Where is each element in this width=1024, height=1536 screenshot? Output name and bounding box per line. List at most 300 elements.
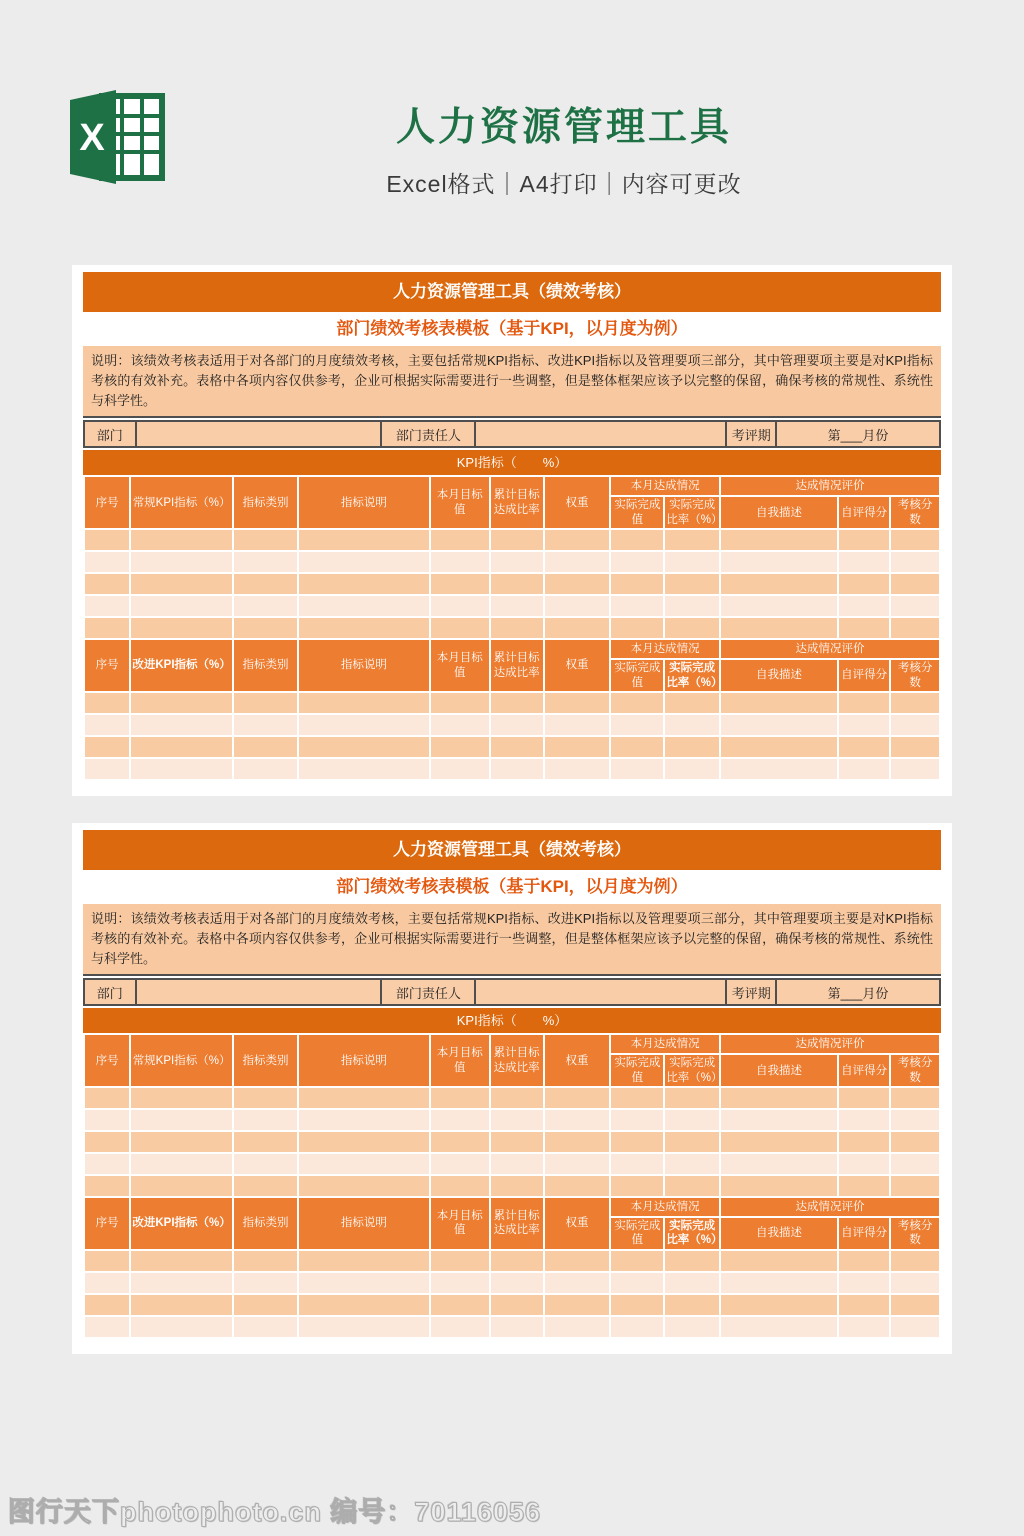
empty-cell <box>430 573 490 595</box>
manager-value-cell <box>474 980 725 1004</box>
col-desc: 指标说明 <box>298 639 430 692</box>
empty-cell <box>664 529 720 551</box>
table-row <box>84 692 940 714</box>
empty-cell <box>890 1087 940 1109</box>
col-actual-value: 实际完成值 <box>610 1054 664 1087</box>
table-row <box>84 736 940 758</box>
table-row <box>84 1272 940 1294</box>
empty-cell <box>610 595 664 617</box>
empty-cell <box>430 736 490 758</box>
empty-cell <box>720 573 838 595</box>
empty-cell <box>610 1250 664 1272</box>
empty-cell <box>84 1109 130 1131</box>
empty-cell <box>84 1087 130 1109</box>
col-exam-score: 考核分数 <box>890 1217 940 1250</box>
col-exam-score: 考核分数 <box>890 1054 940 1087</box>
page-subtitle: Excel格式｜A4打印｜内容可更改 <box>386 171 742 197</box>
empty-cell <box>890 1109 940 1131</box>
empty-cell <box>430 758 490 780</box>
dept-label: 部门 <box>96 985 123 1001</box>
col-improve-kpi: 改进KPI指标（%） <box>130 639 233 692</box>
empty-cell <box>838 1109 890 1131</box>
empty-cell <box>610 1109 664 1131</box>
empty-cell <box>233 758 298 780</box>
empty-cell <box>84 1153 130 1175</box>
panel-note: 说明：该绩效考核表适用于对各部门的月度绩效考核，主要包括常规KPI指标、改进KPI指标以及管理要项三部分，其中管理要项主要是对KPI指标考核的有效补充。表格中各项内容仅供参考，企业可根据实际需要进行一些调整，但是整体框架应该予以完整的保留，确保考核的常规性、系统性与科学性。 <box>83 904 941 976</box>
empty-cell <box>130 1109 233 1131</box>
col-category: 指标类别 <box>233 1197 298 1250</box>
section-header-improve <box>84 639 940 692</box>
empty-cell <box>890 1250 940 1272</box>
empty-cell <box>298 573 430 595</box>
empty-cell <box>298 617 430 639</box>
empty-cell <box>84 1175 130 1197</box>
col-exam-score: 考核分数 <box>890 659 940 692</box>
empty-cell <box>490 758 544 780</box>
dept-value-cell <box>135 980 381 1004</box>
empty-cell <box>890 1175 940 1197</box>
empty-cell <box>233 617 298 639</box>
empty-cell <box>664 714 720 736</box>
empty-cell <box>610 692 664 714</box>
col-self-desc: 自我描述 <box>720 659 838 692</box>
empty-cell <box>430 1250 490 1272</box>
col-weight: 权重 <box>544 476 611 529</box>
empty-cell <box>890 529 940 551</box>
empty-cell <box>664 758 720 780</box>
empty-cell <box>720 1250 838 1272</box>
col-category: 指标类别 <box>233 639 298 692</box>
empty-cell <box>890 551 940 573</box>
table-row <box>84 1294 940 1316</box>
rows-improve <box>84 692 940 780</box>
empty-cell <box>544 1153 611 1175</box>
empty-cell <box>720 1109 838 1131</box>
col-target: 本月目标值 <box>430 639 490 692</box>
empty-cell <box>84 692 130 714</box>
empty-cell <box>84 1250 130 1272</box>
empty-cell <box>490 551 544 573</box>
empty-cell <box>298 1272 430 1294</box>
empty-cell <box>610 1272 664 1294</box>
empty-cell <box>720 1272 838 1294</box>
empty-cell <box>890 573 940 595</box>
empty-cell <box>838 1087 890 1109</box>
empty-cell <box>544 736 611 758</box>
empty-cell <box>233 595 298 617</box>
empty-cell <box>233 736 298 758</box>
empty-cell <box>838 1294 890 1316</box>
panel-subtitle: 部门绩效考核表模板（基于KPI，以月度为例） <box>83 312 941 346</box>
empty-cell <box>130 758 233 780</box>
empty-cell <box>430 551 490 573</box>
empty-cell <box>610 551 664 573</box>
empty-cell <box>610 573 664 595</box>
info-row <box>83 420 941 448</box>
empty-cell <box>130 1153 233 1175</box>
col-category: 指标类别 <box>233 1034 298 1087</box>
empty-cell <box>298 1131 430 1153</box>
rows-regular <box>84 1087 940 1197</box>
col-actual-ratio: 实际完成比率（%） <box>664 496 720 529</box>
col-category: 指标类别 <box>233 476 298 529</box>
empty-cell <box>664 1131 720 1153</box>
table-row <box>84 1109 940 1131</box>
empty-cell <box>130 529 233 551</box>
empty-cell <box>490 692 544 714</box>
rows-regular <box>84 529 940 639</box>
empty-cell <box>544 573 611 595</box>
col-actual-ratio: 实际完成比率（%） <box>664 1217 720 1250</box>
col-regular-kpi: 常规KPI指标（%） <box>130 476 233 529</box>
site-header <box>0 0 1024 265</box>
empty-cell <box>664 551 720 573</box>
table-row <box>84 758 940 780</box>
manager-label: 部门责任人 <box>380 422 474 446</box>
table-row <box>84 1175 940 1197</box>
empty-cell <box>664 736 720 758</box>
empty-cell <box>544 595 611 617</box>
empty-cell <box>130 736 233 758</box>
empty-cell <box>720 1175 838 1197</box>
kpi-section-bar: KPI指标（ %） <box>83 1008 941 1033</box>
col-target: 本月目标值 <box>430 1197 490 1250</box>
empty-cell <box>233 1153 298 1175</box>
period-label: 考评期 <box>725 980 775 1004</box>
col-actual-value: 实际完成值 <box>610 496 664 529</box>
kpi-table <box>83 1033 941 1339</box>
col-self-desc: 自我描述 <box>720 1054 838 1087</box>
empty-cell <box>838 758 890 780</box>
empty-cell <box>298 758 430 780</box>
empty-cell <box>298 595 430 617</box>
empty-cell <box>490 529 544 551</box>
empty-cell <box>544 1272 611 1294</box>
empty-cell <box>544 529 611 551</box>
empty-cell <box>430 617 490 639</box>
empty-cell <box>838 573 890 595</box>
empty-cell <box>610 529 664 551</box>
col-seq: 序号 <box>84 1034 130 1087</box>
empty-cell <box>130 1316 233 1338</box>
empty-cell <box>838 1175 890 1197</box>
empty-cell <box>490 1109 544 1131</box>
empty-cell <box>664 1316 720 1338</box>
empty-cell <box>84 1294 130 1316</box>
col-self-score: 自评得分 <box>838 1054 890 1087</box>
empty-cell <box>233 714 298 736</box>
empty-cell <box>610 736 664 758</box>
empty-cell <box>430 529 490 551</box>
kpi-table <box>83 475 941 781</box>
manager-label: 部门责任人 <box>380 980 474 1004</box>
empty-cell <box>664 1109 720 1131</box>
empty-cell <box>544 1131 611 1153</box>
col-improve-kpi: 改进KPI指标（%） <box>130 1197 233 1250</box>
empty-cell <box>490 617 544 639</box>
col-actual-value: 实际完成值 <box>610 659 664 692</box>
period-value-cell: 第___月份 <box>775 422 939 446</box>
empty-cell <box>720 714 838 736</box>
empty-cell <box>130 692 233 714</box>
empty-cell <box>490 1294 544 1316</box>
empty-cell <box>298 551 430 573</box>
empty-cell <box>720 617 838 639</box>
empty-cell <box>84 1131 130 1153</box>
empty-cell <box>838 1250 890 1272</box>
table-row <box>84 1131 940 1153</box>
empty-cell <box>130 1087 233 1109</box>
empty-cell <box>430 1131 490 1153</box>
empty-cell <box>610 1294 664 1316</box>
empty-cell <box>298 1153 430 1175</box>
empty-cell <box>890 736 940 758</box>
group-month-status: 本月达成情况 <box>610 1197 720 1217</box>
col-seq: 序号 <box>84 1197 130 1250</box>
rows-improve <box>84 1250 940 1338</box>
empty-cell <box>298 1250 430 1272</box>
empty-cell <box>544 1316 611 1338</box>
table-row <box>84 573 940 595</box>
table-row <box>84 1250 940 1272</box>
empty-cell <box>838 692 890 714</box>
empty-cell <box>298 736 430 758</box>
empty-cell <box>664 692 720 714</box>
empty-cell <box>233 1316 298 1338</box>
empty-cell <box>430 1272 490 1294</box>
empty-cell <box>430 1316 490 1338</box>
empty-cell <box>664 1087 720 1109</box>
empty-cell <box>84 551 130 573</box>
empty-cell <box>838 1131 890 1153</box>
empty-cell <box>130 1131 233 1153</box>
empty-cell <box>838 736 890 758</box>
group-evaluation: 达成情况评价 <box>720 1197 940 1217</box>
empty-cell <box>130 617 233 639</box>
empty-cell <box>720 692 838 714</box>
col-self-desc: 自我描述 <box>720 1217 838 1250</box>
title-block <box>0 96 1024 199</box>
empty-cell <box>130 1175 233 1197</box>
empty-cell <box>610 1153 664 1175</box>
empty-cell <box>838 1153 890 1175</box>
empty-cell <box>233 1087 298 1109</box>
empty-cell <box>490 1316 544 1338</box>
empty-cell <box>544 617 611 639</box>
empty-cell <box>890 595 940 617</box>
empty-cell <box>890 617 940 639</box>
group-month-status: 本月达成情况 <box>610 1034 720 1054</box>
col-actual-ratio: 实际完成比率（%） <box>664 659 720 692</box>
empty-cell <box>544 1175 611 1197</box>
group-evaluation: 达成情况评价 <box>720 1034 940 1054</box>
section-header-regular <box>84 476 940 529</box>
empty-cell <box>130 551 233 573</box>
empty-cell <box>130 1250 233 1272</box>
empty-cell <box>130 1294 233 1316</box>
empty-cell <box>544 692 611 714</box>
col-weight: 权重 <box>544 639 611 692</box>
empty-cell <box>490 1272 544 1294</box>
empty-cell <box>298 1316 430 1338</box>
col-desc: 指标说明 <box>298 1197 430 1250</box>
empty-cell <box>544 1087 611 1109</box>
excel-icon-letter: X <box>79 117 105 159</box>
empty-cell <box>298 1175 430 1197</box>
col-self-score: 自评得分 <box>838 659 890 692</box>
empty-cell <box>84 758 130 780</box>
empty-cell <box>430 1109 490 1131</box>
empty-cell <box>610 758 664 780</box>
empty-cell <box>544 1294 611 1316</box>
empty-cell <box>890 1294 940 1316</box>
empty-cell <box>664 1153 720 1175</box>
col-self-desc: 自我描述 <box>720 496 838 529</box>
empty-cell <box>544 758 611 780</box>
empty-cell <box>298 529 430 551</box>
panel-note: 说明：该绩效考核表适用于对各部门的月度绩效考核，主要包括常规KPI指标、改进KPI指标以及管理要项三部分，其中管理要项主要是对KPI指标考核的有效补充。表格中各项内容仅供参考，企业可根据实际需要进行一些调整，但是整体框架应该予以完整的保留，确保考核的常规性、系统性与科学性。 <box>83 346 941 418</box>
empty-cell <box>838 595 890 617</box>
table-row <box>84 529 940 551</box>
empty-cell <box>490 595 544 617</box>
empty-cell <box>233 692 298 714</box>
empty-cell <box>890 1131 940 1153</box>
col-self-score: 自评得分 <box>838 496 890 529</box>
page-title: 人力资源管理工具 <box>395 106 732 149</box>
empty-cell <box>233 1109 298 1131</box>
empty-cell <box>490 1131 544 1153</box>
empty-cell <box>298 714 430 736</box>
empty-cell <box>890 1316 940 1338</box>
empty-cell <box>838 1316 890 1338</box>
empty-cell <box>720 1131 838 1153</box>
col-seq: 序号 <box>84 639 130 692</box>
section-header-improve <box>84 1197 940 1250</box>
col-regular-kpi: 常规KPI指标（%） <box>130 1034 233 1087</box>
empty-cell <box>610 617 664 639</box>
empty-cell <box>430 1087 490 1109</box>
empty-cell <box>84 529 130 551</box>
col-desc: 指标说明 <box>298 1034 430 1087</box>
manager-value-cell <box>474 422 725 446</box>
empty-cell <box>890 1272 940 1294</box>
empty-cell <box>720 736 838 758</box>
empty-cell <box>490 1153 544 1175</box>
empty-cell <box>720 1087 838 1109</box>
empty-cell <box>298 1109 430 1131</box>
col-seq: 序号 <box>84 476 130 529</box>
empty-cell <box>84 595 130 617</box>
empty-cell <box>233 573 298 595</box>
empty-cell <box>298 1087 430 1109</box>
empty-cell <box>430 595 490 617</box>
watermark: 图行天下photophoto.cn 编号：70116056 <box>8 1497 542 1527</box>
empty-cell <box>233 1131 298 1153</box>
empty-cell <box>490 1087 544 1109</box>
empty-cell <box>130 573 233 595</box>
empty-cell <box>890 692 940 714</box>
empty-cell <box>610 1175 664 1197</box>
col-exam-score: 考核分数 <box>890 496 940 529</box>
empty-cell <box>430 1294 490 1316</box>
empty-cell <box>664 1250 720 1272</box>
empty-cell <box>610 714 664 736</box>
col-self-score: 自评得分 <box>838 1217 890 1250</box>
col-actual-ratio: 实际完成比率（%） <box>664 1054 720 1087</box>
table-row <box>84 1153 940 1175</box>
empty-cell <box>610 1131 664 1153</box>
empty-cell <box>664 1272 720 1294</box>
dept-label: 部门 <box>96 427 123 443</box>
empty-cell <box>664 617 720 639</box>
empty-cell <box>430 714 490 736</box>
empty-cell <box>430 1175 490 1197</box>
empty-cell <box>84 714 130 736</box>
empty-cell <box>490 1250 544 1272</box>
empty-cell <box>720 595 838 617</box>
group-evaluation: 达成情况评价 <box>720 476 940 496</box>
table-row <box>84 714 940 736</box>
empty-cell <box>490 1175 544 1197</box>
col-target: 本月目标值 <box>430 1034 490 1087</box>
empty-cell <box>544 1250 611 1272</box>
empty-cell <box>720 1316 838 1338</box>
col-target: 本月目标值 <box>430 476 490 529</box>
empty-cell <box>838 617 890 639</box>
empty-cell <box>610 1087 664 1109</box>
empty-cell <box>233 551 298 573</box>
empty-cell <box>130 1272 233 1294</box>
info-row <box>83 978 941 1006</box>
empty-cell <box>720 758 838 780</box>
empty-cell <box>84 1272 130 1294</box>
kpi-section-bar: KPI指标（ %） <box>83 450 941 475</box>
empty-cell <box>130 714 233 736</box>
panel-header-bar: 人力资源管理工具（绩效考核） <box>83 272 941 312</box>
table-row <box>84 595 940 617</box>
empty-cell <box>720 529 838 551</box>
performance-panel-1 <box>72 265 952 796</box>
empty-cell <box>720 551 838 573</box>
group-month-status: 本月达成情况 <box>610 476 720 496</box>
empty-cell <box>664 1175 720 1197</box>
empty-cell <box>664 1294 720 1316</box>
empty-cell <box>233 1175 298 1197</box>
group-month-status: 本月达成情况 <box>610 639 720 659</box>
empty-cell <box>544 551 611 573</box>
empty-cell <box>720 1153 838 1175</box>
empty-cell <box>664 595 720 617</box>
empty-cell <box>84 736 130 758</box>
empty-cell <box>838 551 890 573</box>
empty-cell <box>890 1153 940 1175</box>
col-actual-value: 实际完成值 <box>610 1217 664 1250</box>
performance-panel-2 <box>72 823 952 1354</box>
dept-value-cell <box>135 422 381 446</box>
empty-cell <box>890 714 940 736</box>
empty-cell <box>610 1316 664 1338</box>
empty-cell <box>233 1250 298 1272</box>
empty-cell <box>84 617 130 639</box>
period-label: 考评期 <box>725 422 775 446</box>
col-cumulative: 累计目标达成比率 <box>490 476 544 529</box>
empty-cell <box>838 1272 890 1294</box>
col-weight: 权重 <box>544 1197 611 1250</box>
empty-cell <box>544 1109 611 1131</box>
empty-cell <box>84 573 130 595</box>
table-row <box>84 551 940 573</box>
empty-cell <box>490 714 544 736</box>
